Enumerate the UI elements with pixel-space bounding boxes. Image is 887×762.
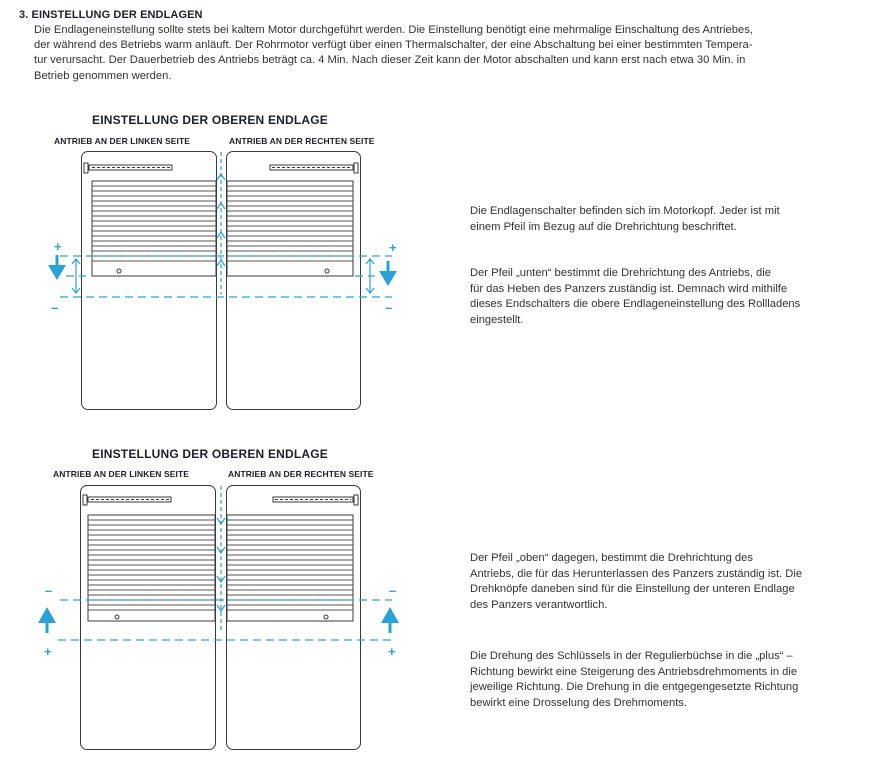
left-shutter-bottom (83, 495, 215, 621)
intro-line: Die Endlageneinstellung sollte stets bei kaltem Motor durchgeführt werden. Die Einstellung benötigt eine mehrmalige Einschaltung des Antriebes, (34, 24, 753, 36)
plus-sign-right-top: + (389, 240, 397, 255)
paragraph-endlagenschalter (470, 204, 870, 235)
plus-sign-right-bottom: + (388, 644, 396, 659)
right-side-label-top: ANTRIEB AN DER RECHTEN SEITE (229, 136, 375, 146)
minus-sign-right-bottom: – (389, 583, 397, 598)
plus-sign-left-top: + (54, 239, 62, 254)
diagram-title-bottom: EINSTELLUNG DER OBEREN ENDLAGE (92, 447, 329, 461)
paragraph-line: des Panzers verantwortlich. (470, 598, 608, 611)
left-side-label-top: ANTRIEB AN DER LINKEN SEITE (54, 136, 191, 146)
center-down-arrows-bottom (217, 486, 225, 632)
minus-sign-right-top: – (385, 300, 393, 315)
paragraph-pfeil-unten (470, 266, 870, 328)
paragraph-pfeil-oben (470, 551, 870, 613)
paragraph-line: bewirkt eine Drosselung des Drehmoments. (470, 696, 688, 709)
left-side-label-bottom: ANTRIEB AN DER LINKEN SEITE (53, 469, 190, 479)
paragraph-line: Drehknöpfe daneben sind für die Einstellung der unteren Endlage (470, 583, 795, 595)
section-heading: 3. EINSTELLUNG DER ENDLAGEN (19, 9, 203, 21)
intro-line: der während des Betriebs warm anläuft. Der Rohrmotor verfügt über einen Thermalschalter, der eine Abschaltung bei einer bestimmten Tempera- (34, 39, 753, 52)
paragraph-line: Der Pfeil „unten“ bestimmt die Drehrichtung des Antriebs, die (470, 267, 771, 279)
paragraph-line: eingestellt. (470, 313, 524, 326)
paragraph-line: Antriebs, die für das Herunterlassen des Panzers zuständig ist. Die (470, 567, 803, 580)
paragraph-line: Richtung bewirkt eine Steigerung des Antriebsdrehmoments in die (470, 665, 798, 678)
paragraph-line: jeweilige Richtung. Die Drehung in die entgegengesetzte Richtung (470, 681, 799, 693)
paragraph-line: dieses Endschalters die obere Endlageneinstellung des Rollladens (470, 298, 801, 310)
intro-line: Betrieb genommen werden. (34, 69, 172, 82)
right-side-label-bottom: ANTRIEB AN DER RECHTEN SEITE (228, 469, 374, 479)
paragraph-schluessel-drehung (470, 649, 870, 711)
diagram-title-top: EINSTELLUNG DER OBEREN ENDLAGE (92, 113, 329, 127)
right-up-arrow-bottom (381, 607, 399, 633)
paragraph-line: für das Heben des Panzers zuständig ist. Demnach wird mithilfe (470, 282, 788, 295)
minus-sign-left-bottom: – (45, 583, 53, 598)
paragraph-line: Die Endlagenschalter befinden sich im Motorkopf. Jeder ist mit (470, 205, 780, 217)
left-up-arrow-bottom (38, 607, 56, 633)
right-shutter-bottom (227, 495, 358, 621)
paragraph-line: Der Pfeil „oben“ dagegen, bestimmt die Drehrichtung des (470, 552, 753, 564)
paragraph-line: Die Drehung des Schlüssels in der Regulierbüchse in die „plus“ – (470, 650, 793, 662)
intro-line: tur verursacht. Der Dauerbetrieb des Antriebs beträgt ca. 4 Min. Nach dieser Zeit kann der Motor abschalten und kann erst nach etwa 30 Min. in (34, 54, 746, 67)
paragraph-line: einem Pfeil im Bezug auf die Drehrichtung beschriftet. (470, 220, 737, 233)
plus-sign-left-bottom: + (44, 644, 52, 659)
minus-sign-left-top: – (51, 300, 59, 315)
